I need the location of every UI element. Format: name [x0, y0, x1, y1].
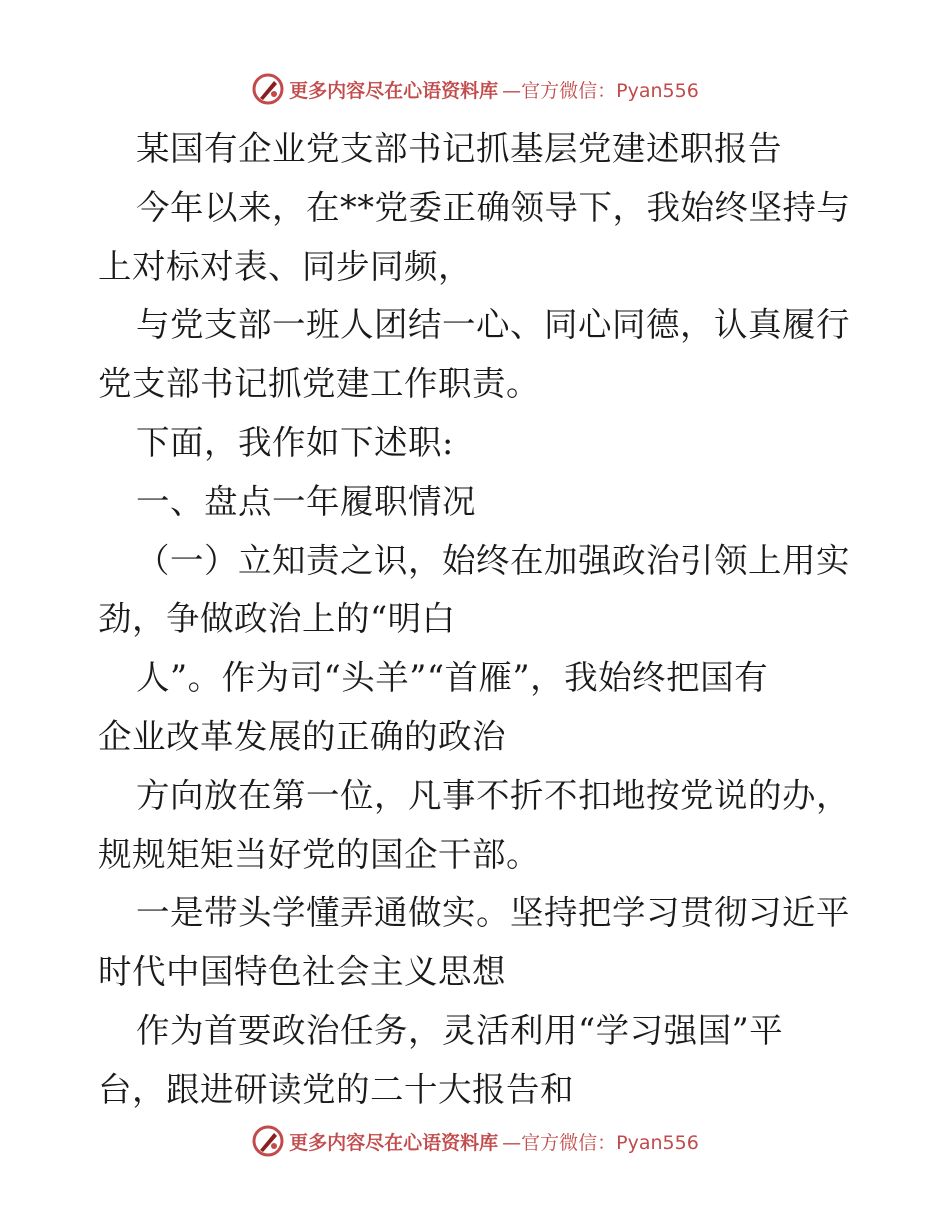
section-heading: 一、盘点一年履职情况 — [136, 481, 476, 521]
paragraph-line: 规规矩矩当好党的国企干部。 — [98, 834, 540, 874]
paragraph-line: 与党支部一班人团结一心、同心同德，认真履行 — [136, 305, 850, 345]
header-watermark — [0, 72, 950, 106]
pen-in-circle-icon — [251, 72, 285, 106]
paragraph-line: 劲，争做政治上的“明白 — [98, 599, 456, 639]
paragraph-line: 台，跟进研读党的二十大报告和 — [98, 1069, 574, 1109]
watermark-brand-text: 更多内容尽在心语资料库 — [289, 1131, 499, 1154]
paragraph-line: 上对标对表、同步同频， — [98, 246, 472, 286]
doc-title: 某国有企业党支部书记抓基层党建述职报告 — [136, 129, 782, 168]
paragraph-line: 人”。作为司“头羊”“首雁”，我始终把国有 — [136, 658, 769, 698]
paragraph-line: 方向放在第一位，凡事不折不扣地按党说的办， — [136, 775, 850, 815]
paragraph-line: 时代中国特色社会主义思想 — [98, 952, 506, 992]
watermark-contact-text: —官方微信：Pyan556 — [502, 79, 699, 102]
paragraph-line: 党支部书记抓党建工作职责。 — [98, 364, 540, 404]
paragraph-line: 企业改革发展的正确的政治 — [98, 716, 506, 756]
paragraph-line: 作为首要政治任务，灵活利用“学习强国”平 — [136, 1010, 784, 1050]
footer-watermark — [0, 1124, 950, 1158]
pen-in-circle-icon — [251, 1124, 285, 1158]
paragraph-line: 一是带头学懂弄通做实。坚持把学习贯彻习近平 — [136, 893, 850, 933]
subsection-heading: （一）立知责之识，始终在加强政治引领上用实 — [136, 540, 850, 580]
paragraph-line: 今年以来，在**党委正确领导下，我始终坚持与 — [136, 187, 851, 227]
paragraph-line: 下面，我作如下述职: — [136, 422, 454, 462]
document-body — [98, 120, 858, 1120]
watermark-contact-text: —官方微信：Pyan556 — [502, 1131, 699, 1154]
watermark-brand-text: 更多内容尽在心语资料库 — [289, 79, 499, 102]
